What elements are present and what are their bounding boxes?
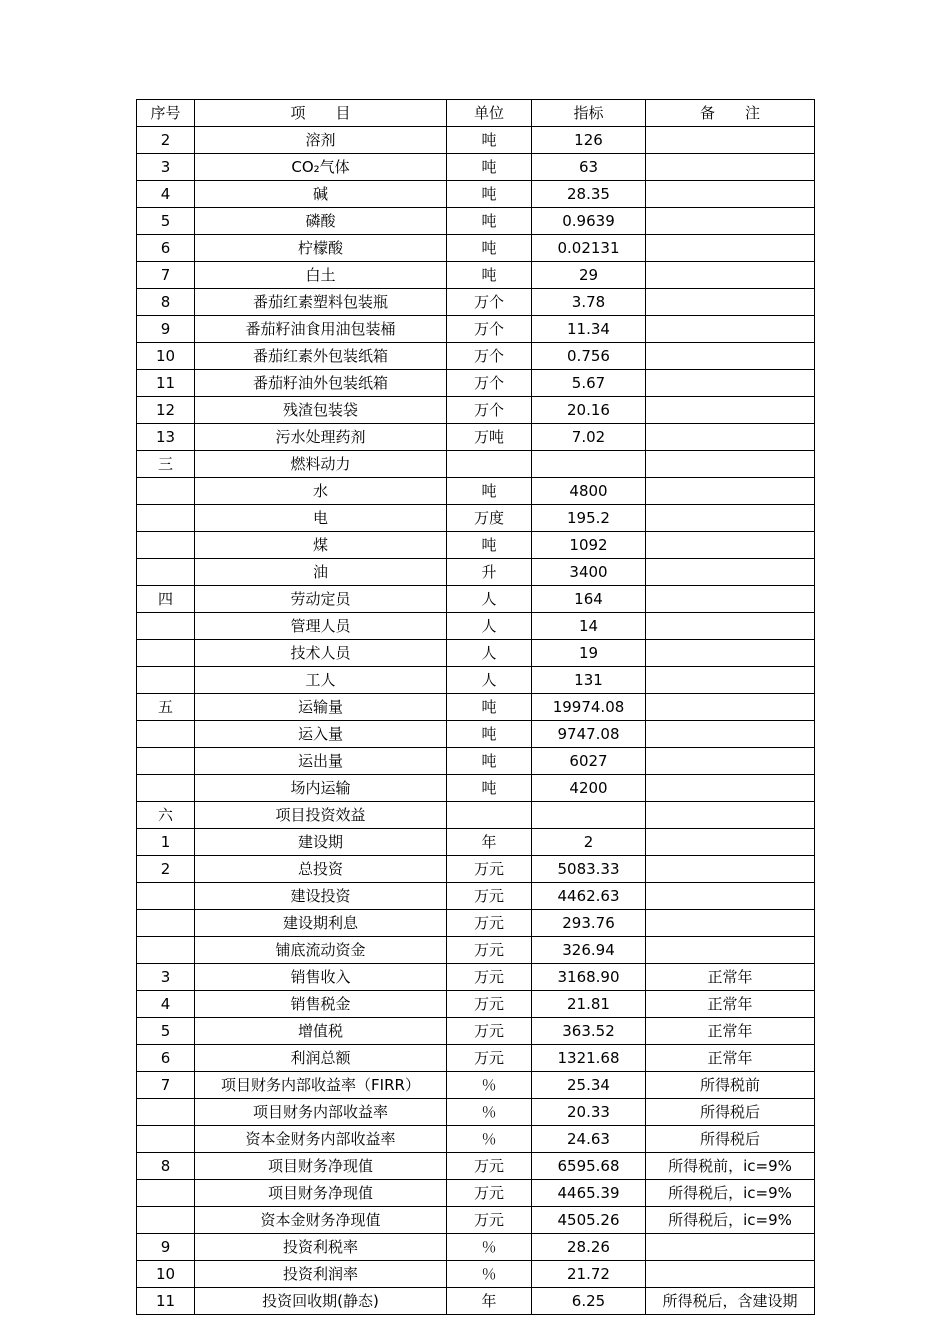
- row-item: 项目财务内部收益率（FIRR）: [195, 1072, 447, 1099]
- row-seq: 13: [137, 424, 195, 451]
- row-seq: [137, 883, 195, 910]
- row-unit: 人: [447, 613, 532, 640]
- row-value: 0.02131: [532, 235, 646, 262]
- table-row: [137, 1126, 815, 1153]
- row-unit: ％: [447, 1072, 532, 1099]
- row-note: [646, 1261, 815, 1288]
- row-unit: 人: [447, 640, 532, 667]
- row-note: [646, 478, 815, 505]
- row-item: 项目财务内部收益率: [195, 1099, 447, 1126]
- table-row: [137, 235, 815, 262]
- row-unit: 万元: [447, 1045, 532, 1072]
- row-item: 资本金财务内部收益率: [195, 1126, 447, 1153]
- table-row: [137, 1288, 815, 1315]
- row-item: 碱: [195, 181, 447, 208]
- table-row: [137, 829, 815, 856]
- row-unit: [447, 451, 532, 478]
- row-seq: 4: [137, 991, 195, 1018]
- row-unit: 吨: [447, 208, 532, 235]
- table-row: [137, 856, 815, 883]
- row-unit: [447, 802, 532, 829]
- row-value: 20.33: [532, 1099, 646, 1126]
- row-unit: 万个: [447, 289, 532, 316]
- row-item: 投资利润率: [195, 1261, 447, 1288]
- row-value: 28.35: [532, 181, 646, 208]
- row-unit: ％: [447, 1126, 532, 1153]
- row-value: 63: [532, 154, 646, 181]
- row-value: 29: [532, 262, 646, 289]
- row-seq: [137, 910, 195, 937]
- row-seq: [137, 667, 195, 694]
- row-item: 番茄红素塑料包装瓶: [195, 289, 447, 316]
- header-note: 备 注: [646, 100, 815, 127]
- row-item: 污水处理药剂: [195, 424, 447, 451]
- row-seq: [137, 613, 195, 640]
- row-unit: 吨: [447, 694, 532, 721]
- row-note: [646, 262, 815, 289]
- row-item: 增值税: [195, 1018, 447, 1045]
- row-note: [646, 343, 815, 370]
- row-item: 燃料动力: [195, 451, 447, 478]
- row-seq: 3: [137, 964, 195, 991]
- row-item: 运输量: [195, 694, 447, 721]
- row-seq: [137, 748, 195, 775]
- row-item: 建设期: [195, 829, 447, 856]
- table-row: [137, 775, 815, 802]
- row-seq: 10: [137, 343, 195, 370]
- row-unit: 万元: [447, 1018, 532, 1045]
- row-value: 6595.68: [532, 1153, 646, 1180]
- table-row: [137, 1018, 815, 1045]
- row-value: 293.76: [532, 910, 646, 937]
- row-note: 所得税后: [646, 1126, 815, 1153]
- row-value: 1321.68: [532, 1045, 646, 1072]
- header-seq: 序号: [137, 100, 195, 127]
- row-value: 24.63: [532, 1126, 646, 1153]
- row-seq: 7: [137, 1072, 195, 1099]
- row-item: 总投资: [195, 856, 447, 883]
- row-value: 25.34: [532, 1072, 646, 1099]
- row-seq: [137, 937, 195, 964]
- table-row: [137, 208, 815, 235]
- indicator-table: [136, 99, 815, 1315]
- row-unit: 万度: [447, 505, 532, 532]
- table-row: [137, 1045, 815, 1072]
- row-value: [532, 451, 646, 478]
- table-row: [137, 181, 815, 208]
- row-seq: [137, 721, 195, 748]
- row-seq: [137, 478, 195, 505]
- row-item: 项目投资效益: [195, 802, 447, 829]
- row-item: 水: [195, 478, 447, 505]
- row-unit: 人: [447, 667, 532, 694]
- row-value: 164: [532, 586, 646, 613]
- row-value: 21.81: [532, 991, 646, 1018]
- row-value: 5.67: [532, 370, 646, 397]
- table-body: [137, 127, 815, 1315]
- row-item: 番茄红素外包装纸箱: [195, 343, 447, 370]
- row-item: 资本金财务净现值: [195, 1207, 447, 1234]
- table-row: [137, 694, 815, 721]
- row-unit: 人: [447, 586, 532, 613]
- row-value: 363.52: [532, 1018, 646, 1045]
- row-note: [646, 451, 815, 478]
- table-row: [137, 1261, 815, 1288]
- row-note: [646, 694, 815, 721]
- row-seq: 6: [137, 1045, 195, 1072]
- row-unit: 吨: [447, 775, 532, 802]
- table-row: [137, 991, 815, 1018]
- row-seq: 11: [137, 1288, 195, 1315]
- row-unit: ％: [447, 1261, 532, 1288]
- row-seq: 三: [137, 451, 195, 478]
- table-row: [137, 937, 815, 964]
- row-item: 油: [195, 559, 447, 586]
- row-value: 6.25: [532, 1288, 646, 1315]
- row-seq: [137, 532, 195, 559]
- row-seq: 6: [137, 235, 195, 262]
- header-value: 指标: [532, 100, 646, 127]
- row-value: 7.02: [532, 424, 646, 451]
- row-item: 工人: [195, 667, 447, 694]
- row-seq: [137, 559, 195, 586]
- table-row: [137, 1072, 815, 1099]
- row-item: 番茄籽油外包装纸箱: [195, 370, 447, 397]
- row-value: 326.94: [532, 937, 646, 964]
- row-item: 项目财务净现值: [195, 1153, 447, 1180]
- row-unit: 吨: [447, 154, 532, 181]
- row-item: CO₂气体: [195, 154, 447, 181]
- row-value: 131: [532, 667, 646, 694]
- row-seq: 五: [137, 694, 195, 721]
- table-row: [137, 721, 815, 748]
- row-unit: 万元: [447, 1153, 532, 1180]
- row-item: 投资回收期(静态): [195, 1288, 447, 1315]
- row-seq: 六: [137, 802, 195, 829]
- row-unit: 万元: [447, 991, 532, 1018]
- row-item: 投资利税率: [195, 1234, 447, 1261]
- row-note: [646, 424, 815, 451]
- row-note: 所得税后，含建设期: [646, 1288, 815, 1315]
- row-note: [646, 181, 815, 208]
- row-seq: 5: [137, 208, 195, 235]
- row-value: 4800: [532, 478, 646, 505]
- row-value: 3168.90: [532, 964, 646, 991]
- table-row: [137, 1207, 815, 1234]
- row-seq: [137, 1126, 195, 1153]
- row-note: [646, 640, 815, 667]
- row-note: [646, 667, 815, 694]
- table-row: [137, 559, 815, 586]
- row-unit: 吨: [447, 127, 532, 154]
- table-row: [137, 748, 815, 775]
- row-seq: 四: [137, 586, 195, 613]
- row-unit: ％: [447, 1099, 532, 1126]
- table-row: [137, 478, 815, 505]
- row-unit: 万元: [447, 937, 532, 964]
- row-item: 管理人员: [195, 613, 447, 640]
- row-note: [646, 829, 815, 856]
- table-row: [137, 613, 815, 640]
- table-row: [137, 667, 815, 694]
- row-item: 电: [195, 505, 447, 532]
- row-seq: 1: [137, 829, 195, 856]
- row-item: 销售税金: [195, 991, 447, 1018]
- row-value: 20.16: [532, 397, 646, 424]
- row-note: [646, 775, 815, 802]
- table-row: [137, 262, 815, 289]
- row-note: [646, 1234, 815, 1261]
- row-seq: 9: [137, 316, 195, 343]
- row-item: 煤: [195, 532, 447, 559]
- row-seq: [137, 505, 195, 532]
- table-row: [137, 154, 815, 181]
- table-row: [137, 289, 815, 316]
- row-unit: 年: [447, 1288, 532, 1315]
- row-unit: 万个: [447, 316, 532, 343]
- row-seq: 12: [137, 397, 195, 424]
- table-row: [137, 370, 815, 397]
- row-seq: 3: [137, 154, 195, 181]
- row-item: 磷酸: [195, 208, 447, 235]
- row-item: 建设期利息: [195, 910, 447, 937]
- table-row: [137, 910, 815, 937]
- row-note: [646, 154, 815, 181]
- row-note: 所得税后，ic=9%: [646, 1180, 815, 1207]
- table-row: [137, 586, 815, 613]
- row-seq: 7: [137, 262, 195, 289]
- row-value: 3.78: [532, 289, 646, 316]
- row-note: [646, 397, 815, 424]
- row-item: 番茄籽油食用油包装桶: [195, 316, 447, 343]
- row-item: 利润总额: [195, 1045, 447, 1072]
- row-seq: 9: [137, 1234, 195, 1261]
- row-note: [646, 208, 815, 235]
- table-row: [137, 316, 815, 343]
- row-value: 4462.63: [532, 883, 646, 910]
- header-item: 项 目: [195, 100, 447, 127]
- row-seq: [137, 1099, 195, 1126]
- row-unit: 吨: [447, 748, 532, 775]
- row-note: [646, 235, 815, 262]
- row-seq: 4: [137, 181, 195, 208]
- row-note: [646, 289, 815, 316]
- table-row: [137, 964, 815, 991]
- row-unit: 升: [447, 559, 532, 586]
- row-note: [646, 127, 815, 154]
- row-unit: 吨: [447, 478, 532, 505]
- row-value: 28.26: [532, 1234, 646, 1261]
- row-note: [646, 748, 815, 775]
- row-unit: 万吨: [447, 424, 532, 451]
- row-value: 1092: [532, 532, 646, 559]
- table-row: [137, 505, 815, 532]
- row-item: 残渣包装袋: [195, 397, 447, 424]
- row-note: 正常年: [646, 991, 815, 1018]
- table-row: [137, 640, 815, 667]
- row-value: 2: [532, 829, 646, 856]
- row-note: 正常年: [646, 1018, 815, 1045]
- row-item: 劳动定员: [195, 586, 447, 613]
- row-seq: [137, 1207, 195, 1234]
- row-value: 195.2: [532, 505, 646, 532]
- row-note: 所得税前: [646, 1072, 815, 1099]
- table-row: [137, 1153, 815, 1180]
- row-item: 场内运输: [195, 775, 447, 802]
- row-note: [646, 937, 815, 964]
- row-note: 正常年: [646, 964, 815, 991]
- row-note: [646, 856, 815, 883]
- row-unit: 吨: [447, 235, 532, 262]
- row-note: [646, 316, 815, 343]
- row-item: 运入量: [195, 721, 447, 748]
- table-row: [137, 1234, 815, 1261]
- row-note: [646, 505, 815, 532]
- row-value: 6027: [532, 748, 646, 775]
- row-unit: 万元: [447, 1180, 532, 1207]
- row-note: 正常年: [646, 1045, 815, 1072]
- row-seq: [137, 640, 195, 667]
- row-note: 所得税前，ic=9%: [646, 1153, 815, 1180]
- row-value: 4505.26: [532, 1207, 646, 1234]
- row-note: [646, 802, 815, 829]
- row-item: 溶剂: [195, 127, 447, 154]
- row-item: 技术人员: [195, 640, 447, 667]
- table-row: [137, 1099, 815, 1126]
- row-seq: [137, 1180, 195, 1207]
- row-unit: 万元: [447, 910, 532, 937]
- row-note: [646, 586, 815, 613]
- row-value: 0.756: [532, 343, 646, 370]
- header-unit: 单位: [447, 100, 532, 127]
- row-unit: 吨: [447, 262, 532, 289]
- row-seq: 5: [137, 1018, 195, 1045]
- row-value: 14: [532, 613, 646, 640]
- row-unit: 吨: [447, 181, 532, 208]
- row-value: 19: [532, 640, 646, 667]
- row-value: [532, 802, 646, 829]
- row-item: 铺底流动资金: [195, 937, 447, 964]
- row-seq: [137, 775, 195, 802]
- table-row: [137, 397, 815, 424]
- row-seq: 8: [137, 1153, 195, 1180]
- row-seq: 2: [137, 856, 195, 883]
- row-unit: 万个: [447, 397, 532, 424]
- row-seq: 2: [137, 127, 195, 154]
- row-note: 所得税后: [646, 1099, 815, 1126]
- row-note: [646, 559, 815, 586]
- table-row: [137, 424, 815, 451]
- row-note: 所得税后，ic=9%: [646, 1207, 815, 1234]
- row-note: [646, 883, 815, 910]
- row-unit: 万元: [447, 856, 532, 883]
- row-unit: 万个: [447, 343, 532, 370]
- row-note: [646, 370, 815, 397]
- row-note: [646, 532, 815, 559]
- row-item: 销售收入: [195, 964, 447, 991]
- table-row: [137, 802, 815, 829]
- table-row: [137, 451, 815, 478]
- row-value: 9747.08: [532, 721, 646, 748]
- row-seq: 10: [137, 1261, 195, 1288]
- row-item: 运出量: [195, 748, 447, 775]
- row-value: 21.72: [532, 1261, 646, 1288]
- row-seq: 11: [137, 370, 195, 397]
- row-item: 建设投资: [195, 883, 447, 910]
- row-value: 11.34: [532, 316, 646, 343]
- row-note: [646, 613, 815, 640]
- row-item: 柠檬酸: [195, 235, 447, 262]
- table-row: [137, 883, 815, 910]
- row-value: 126: [532, 127, 646, 154]
- table-row: [137, 532, 815, 559]
- table-header-row: [137, 100, 815, 127]
- row-unit: 万元: [447, 1207, 532, 1234]
- row-unit: 吨: [447, 532, 532, 559]
- row-unit: ％: [447, 1234, 532, 1261]
- row-unit: 吨: [447, 721, 532, 748]
- row-unit: 万个: [447, 370, 532, 397]
- row-unit: 年: [447, 829, 532, 856]
- row-value: 5083.33: [532, 856, 646, 883]
- row-value: 3400: [532, 559, 646, 586]
- row-item: 项目财务净现值: [195, 1180, 447, 1207]
- row-value: 0.9639: [532, 208, 646, 235]
- row-unit: 万元: [447, 964, 532, 991]
- row-note: [646, 910, 815, 937]
- table-row: [137, 343, 815, 370]
- table-row: [137, 127, 815, 154]
- row-value: 4465.39: [532, 1180, 646, 1207]
- row-value: 19974.08: [532, 694, 646, 721]
- row-item: 白土: [195, 262, 447, 289]
- row-seq: 8: [137, 289, 195, 316]
- row-value: 4200: [532, 775, 646, 802]
- row-note: [646, 721, 815, 748]
- row-unit: 万元: [447, 883, 532, 910]
- table-row: [137, 1180, 815, 1207]
